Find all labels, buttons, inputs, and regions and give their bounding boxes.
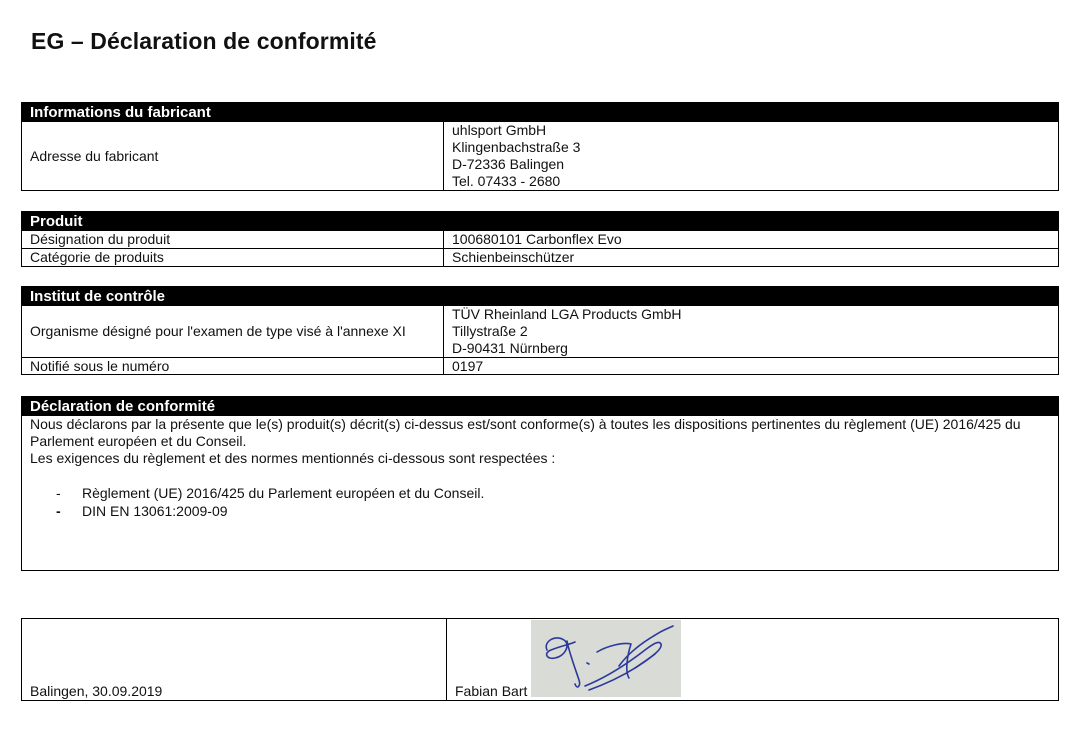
place-date: Balingen, 30.09.2019 [30, 683, 163, 699]
place-date-cell [22, 619, 447, 700]
list-item-text: Règlement (UE) 2016/425 du Parlement européen et du Conseil. [82, 484, 485, 501]
list-bullet: - [56, 484, 61, 501]
address-line: Tel. 07433 - 2680 [452, 173, 561, 189]
declaration-body [22, 416, 1058, 520]
institute-body-row [22, 306, 1058, 357]
list-item [30, 502, 1050, 520]
signature-image [531, 620, 681, 697]
manufacturer-section [21, 102, 1059, 191]
product-section [21, 211, 1059, 267]
institute-line: Tillystraße 2 [452, 323, 528, 339]
institute-notified-row [22, 357, 1058, 375]
signer-name: Fabian Bart [455, 683, 528, 699]
product-header: Produit [22, 212, 1058, 231]
institute-line: TÜV Rheinland LGA Products GmbH [452, 306, 682, 322]
signature-section [21, 618, 1059, 701]
manufacturer-address-value [444, 122, 580, 190]
notified-value: 0197 [452, 358, 484, 374]
product-category-value: Schienbeinschützer [452, 249, 575, 265]
product-row [22, 231, 1058, 248]
manufacturer-address-row [22, 122, 1058, 190]
institute-body-label: Organisme désigné pour l'examen de type visé à l'annexe XI [22, 306, 444, 357]
signer-cell [447, 619, 1058, 700]
declaration-section [21, 396, 1059, 571]
page-title: EG – Déclaration de conformité [31, 28, 377, 54]
institute-section [21, 286, 1059, 375]
address-line: uhlsport GmbH [452, 122, 547, 138]
list-bullet: - [56, 502, 61, 519]
manufacturer-address-label: Adresse du fabricant [22, 122, 444, 190]
institute-header: Institut de contrôle [22, 287, 1058, 306]
declaration-paragraph: Les exigences du règlement et des normes mentionnés ci-dessous sont respectées : [30, 450, 556, 466]
requirements-list [30, 484, 1050, 520]
list-item-text: DIN EN 13061:2009-09 [82, 502, 228, 519]
institute-line: D-90431 Nürnberg [452, 340, 568, 356]
institute-body-value [444, 306, 682, 357]
product-category-label: Catégorie de produits [22, 249, 444, 266]
product-designation-value: 100680101 Carbonflex Evo [452, 231, 622, 247]
product-designation-label: Désignation du produit [22, 231, 444, 248]
declaration-header: Déclaration de conformité [22, 397, 1058, 416]
product-row [22, 248, 1058, 266]
manufacturer-header: Informations du fabricant [22, 103, 1058, 122]
address-line: Klingenbachstraße 3 [452, 139, 581, 155]
notified-label: Notifié sous le numéro [22, 358, 444, 375]
declaration-paragraph: Nous déclarons par la présente que le(s) produit(s) décrit(s) ci-dessus est/sont conforme(s) à toutes les dispositions pertinentes du règlement (UE) 2016/425 du Parlement européen et du Conseil. [30, 416, 1021, 449]
address-line: D-72336 Balingen [452, 156, 565, 172]
list-item [30, 484, 1050, 502]
